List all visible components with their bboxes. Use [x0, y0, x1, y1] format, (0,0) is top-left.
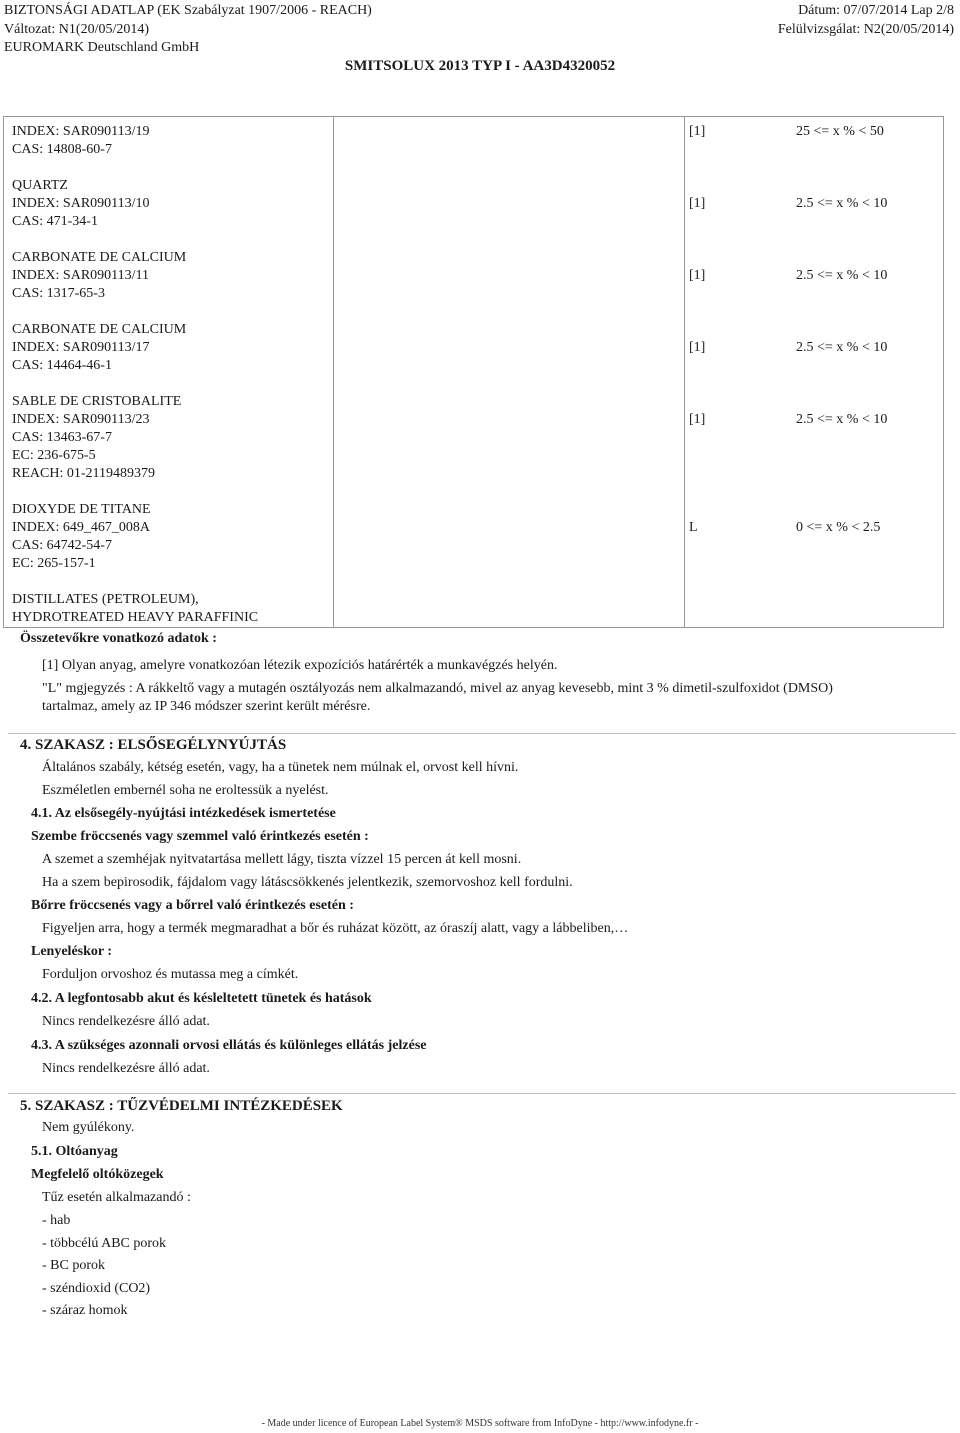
substance-line: EC: 265-157-1	[12, 556, 96, 571]
product-name: SMITSOLUX 2013 TYP I - AA3D4320052	[344, 58, 616, 74]
eye-contact-text2: Ha a szem bepirosodik, fájdalom vagy látáscsökkenés jelentkezik, szemorvoshoz kell fordulni.	[42, 875, 573, 890]
substance-line: QUARTZ	[12, 178, 68, 193]
concentration-range: 2.5 <= x % < 10	[796, 340, 888, 355]
section5-1-heading: 5.1. Oltóanyag	[31, 1144, 118, 1159]
company: EUROMARK Deutschland GmbH	[4, 40, 200, 55]
page-header	[0, 0, 960, 80]
eye-contact-heading: Szembe fröccsenés vagy szemmel való érintkezés esetén :	[31, 829, 369, 844]
substance-line: HYDROTREATED HEAVY PARAFFINIC	[12, 610, 259, 625]
substance-line: INDEX: SAR090113/10	[12, 196, 150, 211]
substance-line: INDEX: 649_467_008A	[12, 520, 151, 535]
substance-line: CAS: 13463-67-7	[12, 430, 112, 445]
extinguisher-item: - hab	[42, 1213, 71, 1228]
extinguisher-item: - többcélú ABC porok	[42, 1236, 167, 1251]
substance-line: CARBONATE DE CALCIUM	[12, 322, 187, 337]
substance-line: CAS: 471-34-1	[12, 214, 98, 229]
eye-contact-text1: A szemet a szemhéjak nyitvatartása mellett lágy, tiszta vízzel 15 percen át kell mosni.	[42, 852, 522, 867]
note-code: [1]	[689, 196, 706, 211]
substance-line: INDEX: SAR090113/11	[12, 268, 150, 283]
substance-line: INDEX: SAR090113/19	[12, 124, 150, 139]
note-code: [1]	[689, 340, 706, 355]
note-code: [1]	[689, 412, 706, 427]
concentration-range: 2.5 <= x % < 10	[796, 412, 888, 427]
section4-1-heading: 4.1. Az elsősegély-nyújtási intézkedések ismertetése	[31, 806, 336, 821]
table-divider	[684, 117, 685, 627]
substance-line: REACH: 01-2119489379	[12, 466, 155, 481]
substance-line: INDEX: SAR090113/23	[12, 412, 150, 427]
composition-table	[3, 116, 944, 628]
extinguisher-item: - száraz homok	[42, 1303, 128, 1318]
section4-general1: Általános szabály, kétség esetén, vagy, ha a tünetek nem múlnak el, orvost kell hívni.	[42, 760, 519, 775]
section4-2-text: Nincs rendelkezésre álló adat.	[42, 1014, 210, 1029]
note-1: [1] Olyan anyag, amelyre vonatkozóan létezik expozíciós határérték a munkavégzés helyén.	[42, 658, 558, 673]
page-footer: - Made under licence of European Label System® MSDS software from InfoDyne - http://www.infodyne.fr -	[261, 1418, 699, 1429]
extinguisher-item: - BC porok	[42, 1258, 105, 1273]
substance-line: EC: 236-675-5	[12, 448, 96, 463]
review-date: Felülvizsgálat: N2(20/05/2014)	[777, 22, 954, 37]
skin-contact-heading: Bőrre fröccsenés vagy a bőrrel való érintkezés esetén :	[31, 898, 354, 913]
substance-line: CAS: 64742-54-7	[12, 538, 112, 553]
fire-use-heading: Tűz esetén alkalmazandó :	[42, 1190, 191, 1205]
ingestion-heading: Lenyeléskor :	[31, 944, 113, 959]
section4-3-text: Nincs rendelkezésre álló adat.	[42, 1061, 210, 1076]
section5-title: 5. SZAKASZ : TŰZVÉDELMI INTÉZKEDÉSEK	[20, 1098, 343, 1114]
date-page: Dátum: 07/07/2014 Lap 2/8	[798, 3, 954, 18]
substance-line: SABLE DE CRISTOBALITE	[12, 394, 182, 409]
section4-title: 4. SZAKASZ : ELSŐSEGÉLYNYÚJTÁS	[20, 737, 287, 753]
note-code: [1]	[689, 268, 706, 283]
substance-line: CAS: 14808-60-7	[12, 142, 112, 157]
section5-intro: Nem gyúlékony.	[42, 1120, 135, 1135]
section4-3-heading: 4.3. A szükséges azonnali orvosi ellátás és különleges ellátás jelzése	[31, 1038, 427, 1053]
section-divider	[8, 1093, 956, 1094]
ingestion-text: Forduljon orvoshoz és mutassa meg a címkét.	[42, 967, 299, 982]
note-code: [1]	[689, 124, 706, 139]
suitable-media-heading: Megfelelő oltóközegek	[31, 1167, 164, 1182]
note-code: L	[689, 520, 698, 535]
concentration-range: 0 <= x % < 2.5	[796, 520, 881, 535]
substance-line: CAS: 1317-65-3	[12, 286, 105, 301]
substance-line: CARBONATE DE CALCIUM	[12, 250, 187, 265]
version: Változat: N1(20/05/2014)	[4, 22, 150, 37]
concentration-range: 2.5 <= x % < 10	[796, 268, 888, 283]
substance-line: DIOXYDE DE TITANE	[12, 502, 151, 517]
note-l-line2: tartalmaz, amely az IP 346 módszer szerint került mérésre.	[42, 699, 371, 714]
section-divider	[8, 733, 956, 734]
concentration-range: 2.5 <= x % < 10	[796, 196, 888, 211]
concentration-range: 25 <= x % < 50	[796, 124, 884, 139]
section4-general2: Eszméletlen embernél soha ne eroltessük a nyelést.	[42, 783, 329, 798]
extinguisher-item: - széndioxid (CO2)	[42, 1281, 151, 1296]
substance-line: INDEX: SAR090113/17	[12, 340, 150, 355]
table-divider	[333, 117, 334, 627]
note-l-line1: "L" mgjegyzés : A rákkeltő vagy a mutagén osztályozás nem alkalmazandó, mivel az anyag kevesebb, mint 3 % dimetil-szulfoxidot (DMSO)	[42, 681, 833, 696]
components-heading: Összetevőkre vonatkozó adatok :	[20, 631, 217, 646]
doc-title: BIZTONSÁGI ADATLAP (EK Szabályzat 1907/2006 - REACH)	[4, 3, 372, 18]
substance-line: DISTILLATES (PETROLEUM),	[12, 592, 199, 607]
skin-contact-text: Figyeljen arra, hogy a termék megmaradhat a bőr és ruházat között, az óraszíj alatt, vagy a lábbeliben,…	[42, 921, 629, 936]
substance-line: CAS: 14464-46-1	[12, 358, 112, 373]
section4-2-heading: 4.2. A legfontosabb akut és késleltetett tünetek és hatások	[31, 991, 372, 1006]
